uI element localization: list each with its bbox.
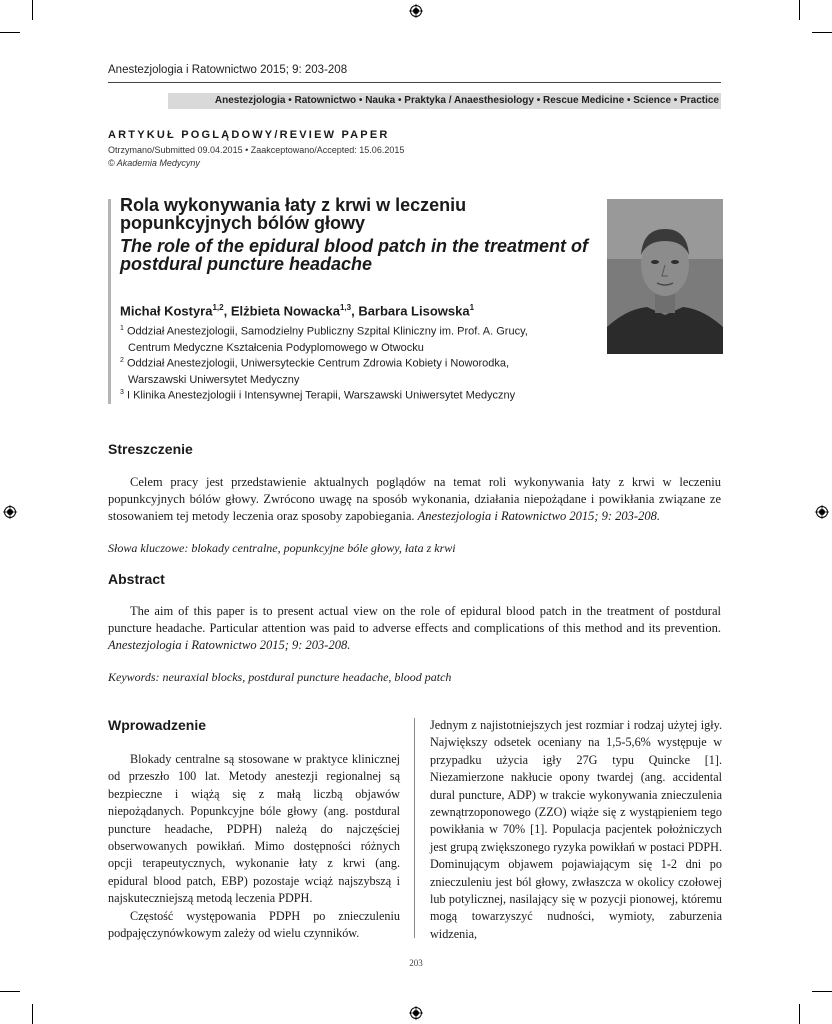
column-divider [414, 718, 415, 938]
author-photo [607, 199, 723, 354]
title-polish: Rola wykonywania łaty z krwi w leczeniu popunkcyjnych bólów głowy [120, 195, 467, 233]
portrait-image [607, 199, 723, 354]
streszczenie-heading: Streszczenie [108, 441, 193, 457]
copyright: © Akademia Medycyny [108, 158, 200, 168]
affiliation-1 [120, 321, 590, 356]
crop-mark [32, 1004, 33, 1024]
title-accent-bar [108, 199, 111, 404]
affiliation-3 [120, 385, 590, 404]
author-name: Michał Kostyra [120, 303, 213, 319]
affiliation-number: 2 [120, 357, 124, 364]
intro-paragraph-2: Częstość występowania PDPH po znieczuleniu podpajęczynówkowym zależy od wielu czynników. [108, 908, 400, 941]
affiliation-number: 1 [120, 325, 124, 332]
author-separator: , [223, 303, 231, 319]
keywords-english: Keywords: neuraxial blocks, postdural puncture headache, blood patch [108, 670, 452, 684]
intro-left-column [108, 751, 400, 942]
registration-mark-icon [3, 505, 17, 519]
registration-mark-icon [409, 4, 423, 18]
author-name: Barbara Lisowska [358, 303, 470, 319]
registration-mark-icon [409, 1006, 423, 1020]
affiliation-line: I Klinika Anestezjologii i Intensywnej Terapii, Warszawski Uniwersytet Medyczny [126, 389, 516, 402]
abstract-citation: Anestezjologia i Ratownictwo 2015; 9: 203-208. [108, 638, 351, 652]
streszczenie-text [108, 474, 721, 525]
crop-mark [0, 32, 20, 33]
submission-dates: Otrzymano/Submitted 09.04.2015 • Zaakceptowano/Accepted: 15.06.2015 [108, 145, 405, 155]
crop-mark [0, 991, 20, 992]
section-banner: Anestezjologia • Ratownictwo • Nauka • Praktyka / Anaesthesiology • Rescue Medicine • Science • Practice [168, 93, 721, 109]
abstract-text [108, 603, 721, 654]
journal-citation: Anestezjologia i Ratownictwo 2015; 9: 203-208 [108, 64, 348, 76]
streszczenie-body: Celem pracy jest przedstawienie aktualnych poglądów na temat roli wykonywania łaty z krwi w leczeniu popunkcyjnych bólów głowy. Zwrócono uwagę na sposób wykonania, działania niepożądane i powikłania związane ze stosowaniem tej metody leczenia oraz sposoby zapobiegania. [108, 475, 721, 523]
author-affiliation-sup: 1 [469, 303, 475, 312]
header-rule [108, 82, 721, 83]
article-type: ARTYKUŁ POGLĄDOWY/REVIEW PAPER [108, 129, 390, 141]
intro-heading: Wprowadzenie [108, 717, 207, 733]
crop-mark [799, 1004, 800, 1024]
intro-right-column: Jednym z najistotniejszych jest rozmiar i rodzaj użytej igły. Największy odsetek oceniany na 1,5-5,6% występuje w przypadku użycia igły 27G typu Quincke [1]. Niezamierzone nakłucie opony twardej (ang. accidental dural puncture, ADP) w trakcie wykonywania znieczulenia zewnątrzoponowego (ZZO) wiąże się z wystąpieniem tego powikłania w 70% [1]. Populacja pacjentek położniczych jest grupą zwiększonego ryzyka powikłań w postaci PDPH. Dominującym objawem pojawiającym się 1-2 dni po znieczuleniu jest ból głowy, zwłaszcza w okolicy czołowej lub potylicznej, nasilający się w pozycji pionowej, któremu mogą towarzyszyć nudności, wymioty, zaburzenia widzenia, [430, 718, 722, 941]
affiliation-2 [120, 353, 590, 388]
affiliation-line: Warszawski Uniwersytet Medyczny [128, 373, 300, 386]
keywords-polish: Słowa kluczowe: blokady centralne, popunkcyjne bóle głowy, łata z krwi [108, 541, 456, 555]
author-name: Elżbieta Nowacka [230, 303, 340, 319]
author-affiliation-sup: 1,3 [339, 303, 352, 312]
crop-mark [812, 32, 832, 33]
streszczenie-citation: Anestezjologia i Ratownictwo 2015; 9: 203-208. [417, 509, 660, 523]
registration-mark-icon [815, 505, 829, 519]
affiliation-line: Oddział Anestezjologii, Samodzielny Publiczny Szpital Kliniczny im. Prof. A. Grucy, [126, 325, 528, 338]
title-english: The role of the epidural blood patch in the treatment of postdural puncture headache [120, 236, 589, 274]
author-list [120, 303, 474, 318]
crop-mark [812, 991, 832, 992]
intro-paragraph-1: Blokady centralne są stosowane w praktyce klinicznej od przeszło 100 lat. Metody anestezji regionalnej są bezpieczne i wiążą się z małą liczbą objawów niepożądanych. Popunkcyjne bóle głowy (ang. postdural puncture headache, PDPH) należą do najczęściej obserwowanych powikłań. Mimo dostępności różnych opcji terapeutycznych, wykonanie łaty z krwi (ang. epidural blood patch, EBP) pozostaje wciąż najszybszą i najskuteczniejszą metodą leczenia PDPH. [108, 752, 400, 906]
abstract-body: The aim of this paper is to present actual view on the role of epidural blood patch in the treatment of postdural puncture headache. Particular attention was paid to adverse effects and complications of this method and its prevention. [108, 604, 721, 635]
abstract-heading: Abstract [108, 571, 165, 587]
affiliation-number: 3 [120, 389, 124, 396]
crop-mark [799, 0, 800, 20]
crop-mark [32, 0, 33, 20]
affiliation-line: Oddział Anestezjologii, Uniwersyteckie Centrum Zdrowia Kobiety i Noworodka, [126, 357, 510, 370]
author-separator: , [351, 303, 359, 319]
affiliation-line: Centrum Medyczne Kształcenia Podyplomowego w Otwocku [128, 341, 424, 354]
author-affiliation-sup: 1,2 [212, 303, 224, 312]
page-number: 203 [409, 958, 423, 968]
